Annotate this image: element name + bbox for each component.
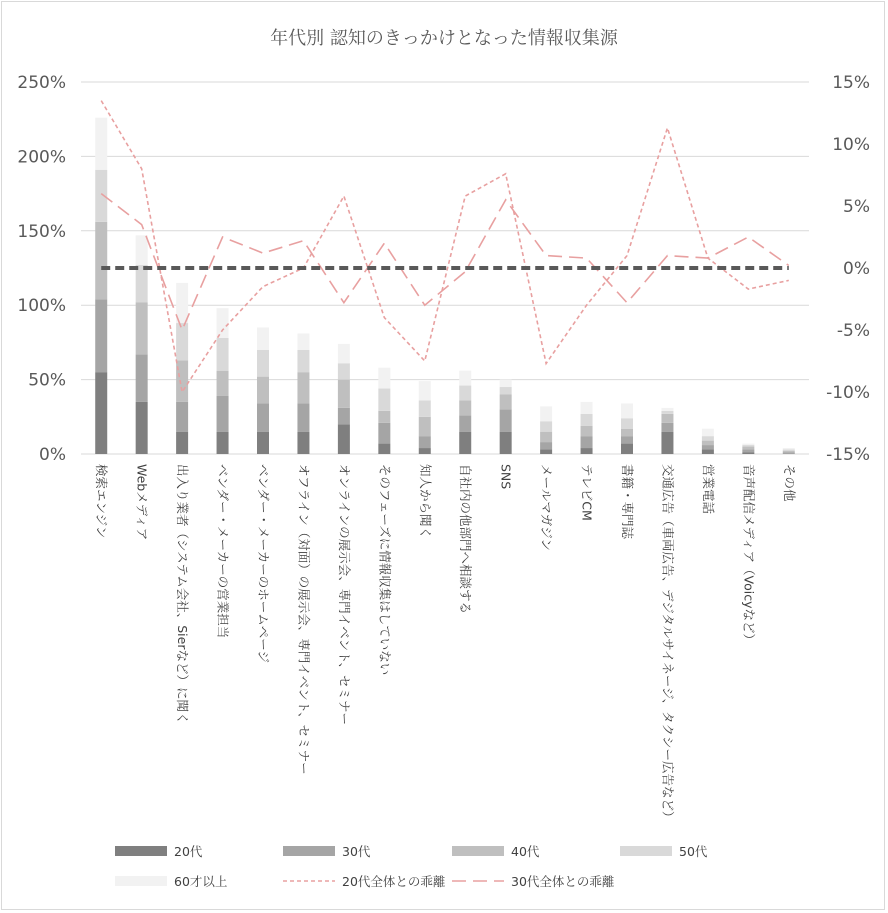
bar-segment-1 bbox=[297, 432, 309, 454]
bar-segment-4 bbox=[419, 400, 431, 416]
bar-segment-5 bbox=[257, 328, 269, 350]
x-category-label: ベンダー・メーカーの営業担当 bbox=[215, 464, 231, 639]
bar-segment-5 bbox=[136, 235, 148, 265]
bar-segment-3 bbox=[136, 302, 148, 354]
x-category-label: その他 bbox=[781, 464, 797, 502]
bar-segment-1 bbox=[661, 432, 673, 454]
y-right-tick-label: 5% bbox=[843, 197, 870, 217]
bar-segment-5 bbox=[702, 429, 714, 436]
bar-segment-3 bbox=[419, 417, 431, 436]
y-left-tick-label: 0% bbox=[39, 445, 66, 465]
bar-segment-3 bbox=[783, 451, 795, 452]
bar-segment-5 bbox=[297, 333, 309, 349]
y-right-tick-label: -5% bbox=[836, 321, 870, 341]
bar-segment-3 bbox=[621, 429, 633, 436]
bar-segment-2 bbox=[95, 299, 107, 372]
bar-segment-1 bbox=[136, 402, 148, 454]
bar-segment-4 bbox=[378, 389, 390, 411]
bar-segment-1 bbox=[338, 424, 350, 454]
bar-segment-2 bbox=[581, 436, 593, 448]
bar-segment-1 bbox=[95, 372, 107, 454]
bar-segment-2 bbox=[459, 415, 471, 431]
bar-segment-5 bbox=[661, 408, 673, 411]
bar-segment-2 bbox=[217, 396, 229, 432]
bar-segment-2 bbox=[378, 423, 390, 444]
bar-segment-4 bbox=[136, 265, 148, 302]
x-category-label: 交通広告（車両広告、デジタルサイネージ、タクシー広告など） bbox=[660, 464, 676, 824]
bar-segment-1 bbox=[217, 432, 229, 454]
legend-swatch bbox=[115, 876, 167, 886]
legend-swatch bbox=[452, 846, 504, 856]
y-right-tick-label: -15% bbox=[826, 445, 870, 465]
legend-label: 40代 bbox=[511, 844, 540, 859]
bar-segment-5 bbox=[459, 371, 471, 386]
bar-segment-1 bbox=[176, 432, 188, 454]
bar-segment-4 bbox=[581, 414, 593, 426]
bar-segment-2 bbox=[540, 442, 552, 449]
bar-segment-3 bbox=[500, 394, 512, 409]
bar-segment-1 bbox=[742, 453, 754, 454]
bar-segment-1 bbox=[500, 432, 512, 454]
legend-label: 20代全体との乖離 bbox=[342, 874, 446, 889]
bar-segment-4 bbox=[500, 387, 512, 394]
legend-swatch bbox=[115, 846, 167, 856]
x-category-label: Webメディア bbox=[134, 464, 150, 541]
bar-segment-3 bbox=[581, 426, 593, 436]
bar-segment-4 bbox=[702, 436, 714, 440]
y-left-tick-label: 50% bbox=[28, 370, 66, 391]
x-category-label: 自社内の他部門へ相談する bbox=[458, 464, 474, 615]
x-category-label: 出入り業者（システム会社、Sierなど）に聞く bbox=[175, 464, 191, 725]
x-category-label: そのフェーズに情報収集はしていない bbox=[377, 464, 393, 676]
bar-segment-2 bbox=[783, 453, 795, 454]
x-category-label: SNS bbox=[498, 464, 514, 490]
x-category-label: メールマガジン bbox=[539, 464, 555, 551]
bar-segment-4 bbox=[338, 363, 350, 379]
bar-segment-4 bbox=[783, 450, 795, 451]
bar-segment-4 bbox=[621, 418, 633, 428]
x-category-label: 営業電話 bbox=[700, 464, 716, 515]
bar-segment-3 bbox=[95, 222, 107, 299]
y-left-tick-label: 100% bbox=[17, 296, 66, 317]
bar-segment-2 bbox=[176, 402, 188, 432]
bar-segment-3 bbox=[257, 377, 269, 404]
bar-segment-3 bbox=[338, 380, 350, 408]
bar-segment-2 bbox=[500, 409, 512, 431]
bar-segment-3 bbox=[378, 411, 390, 423]
x-category-label: オンラインの展示会、専門イベント、セミナー bbox=[336, 464, 352, 726]
chart-svg bbox=[2, 2, 886, 911]
bar-segment-3 bbox=[742, 447, 754, 450]
bar-segment-1 bbox=[459, 432, 471, 454]
bar-segment-3 bbox=[217, 371, 229, 396]
bar-segment-3 bbox=[702, 441, 714, 445]
bar-segment-5 bbox=[742, 444, 754, 445]
chart-frame bbox=[1, 1, 885, 910]
bar-segment-2 bbox=[136, 354, 148, 402]
bar-segment-1 bbox=[540, 450, 552, 454]
legend-label: 60才以上 bbox=[174, 874, 228, 889]
legend-swatch bbox=[283, 846, 335, 856]
bar-segment-1 bbox=[257, 432, 269, 454]
bar-segment-5 bbox=[338, 344, 350, 363]
bar-segment-2 bbox=[297, 403, 309, 431]
bar-segment-5 bbox=[419, 381, 431, 400]
series-line-1 bbox=[101, 101, 789, 392]
bar-segment-4 bbox=[257, 350, 269, 377]
bar-segment-4 bbox=[176, 323, 188, 360]
bar-segment-4 bbox=[217, 338, 229, 371]
chart-title: 年代別 認知のきっかけとなった情報収集源 bbox=[270, 28, 618, 49]
bar-segment-2 bbox=[702, 445, 714, 449]
y-right-tick-label: -10% bbox=[826, 383, 870, 403]
x-category-label: ベンダー・メーカーのホームページ bbox=[256, 464, 271, 664]
bar-segment-2 bbox=[742, 450, 754, 453]
bar-segment-4 bbox=[297, 350, 309, 372]
bar-segment-1 bbox=[581, 448, 593, 454]
bar-segment-1 bbox=[419, 448, 431, 454]
x-category-label: オフライン（対面）の展示会、専門イベント、セミナー bbox=[296, 464, 312, 775]
y-left-tick-label: 250% bbox=[17, 73, 66, 93]
y-left-tick-label: 150% bbox=[17, 221, 66, 242]
bar-segment-5 bbox=[621, 403, 633, 418]
x-category-label: 検索エンジン bbox=[94, 464, 110, 539]
bar-segment-5 bbox=[217, 308, 229, 338]
bar-segment-2 bbox=[338, 408, 350, 424]
bar-segment-4 bbox=[540, 421, 552, 431]
y-right-tick-label: 10% bbox=[832, 135, 870, 155]
legend-label: 20代 bbox=[174, 844, 203, 859]
y-left-tick-label: 200% bbox=[17, 147, 66, 168]
y-right-tick-label: 15% bbox=[832, 73, 870, 93]
bar-segment-3 bbox=[297, 372, 309, 403]
bar-segment-5 bbox=[540, 406, 552, 421]
bar-segment-2 bbox=[419, 436, 431, 448]
legend-label: 30代 bbox=[342, 844, 371, 859]
bar-segment-5 bbox=[500, 380, 512, 387]
bar-segment-3 bbox=[459, 400, 471, 415]
bar-segment-3 bbox=[661, 414, 673, 423]
x-category-label: 音声配信メディア（Voicyなど） bbox=[741, 464, 757, 646]
legend-label: 50代 bbox=[679, 844, 708, 859]
bar-segment-4 bbox=[459, 386, 471, 401]
bar-segment-1 bbox=[621, 444, 633, 454]
bar-segment-3 bbox=[540, 432, 552, 442]
legend-swatch bbox=[620, 846, 672, 856]
bar-segment-5 bbox=[95, 118, 107, 170]
bar-segment-2 bbox=[621, 436, 633, 443]
bar-segment-5 bbox=[581, 402, 593, 414]
series-line-2 bbox=[101, 194, 789, 330]
bar-segment-1 bbox=[702, 450, 714, 454]
bar-segment-2 bbox=[257, 403, 269, 431]
bar-segment-5 bbox=[378, 368, 390, 389]
bar-segment-4 bbox=[661, 411, 673, 414]
y-right-tick-label: 0% bbox=[843, 259, 870, 279]
x-category-label: テレビCM bbox=[579, 464, 595, 521]
bar-segment-5 bbox=[783, 448, 795, 449]
bar-segment-1 bbox=[378, 444, 390, 454]
x-category-label: 知人から聞く bbox=[417, 464, 433, 540]
bar-segment-2 bbox=[661, 423, 673, 432]
bar-segment-4 bbox=[742, 445, 754, 446]
legend-label: 30代全体との乖離 bbox=[511, 874, 615, 889]
x-category-label: 書籍・専門誌 bbox=[620, 464, 635, 540]
